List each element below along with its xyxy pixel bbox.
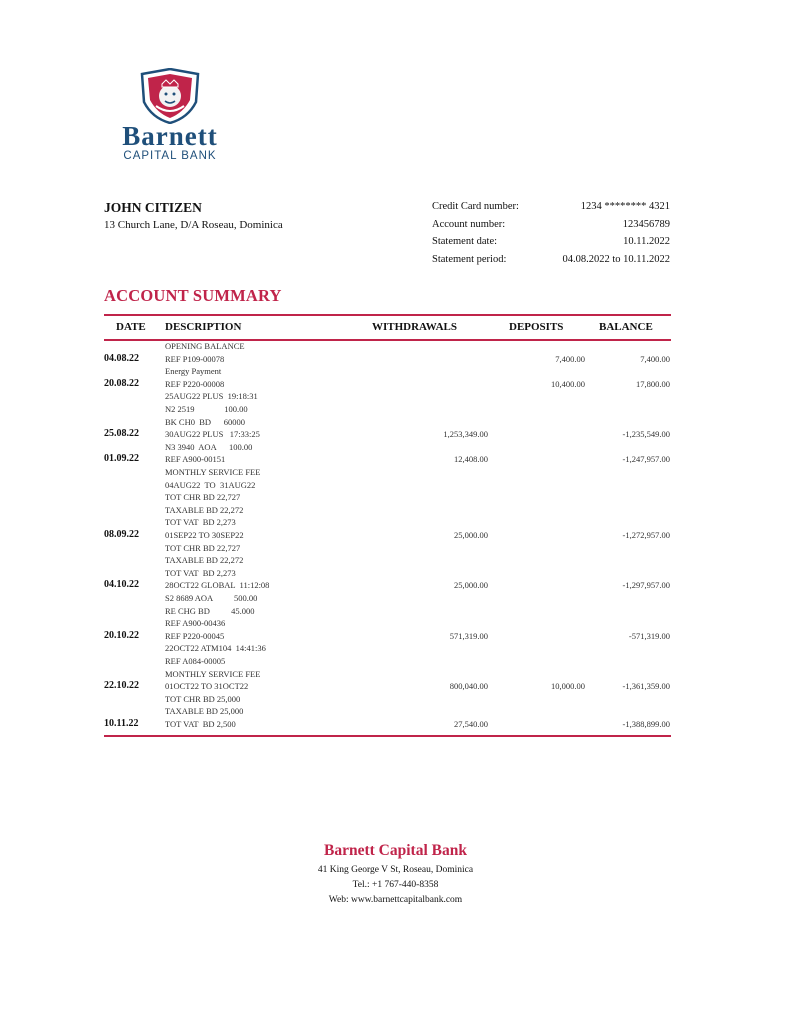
row-description-line: TOT VAT BD 2,273: [165, 517, 236, 528]
row-description-line: MONTHLY SERVICE FEE: [165, 668, 261, 679]
row-balance: -1,297,957.00: [622, 580, 670, 591]
row-date: 08.09.22: [104, 529, 139, 540]
section-title: ACCOUNT SUMMARY: [104, 286, 282, 305]
meta-label: Account number:: [432, 218, 506, 230]
row-description-line: REF A900-00436: [165, 618, 226, 629]
table-row: [104, 366, 671, 391]
meta-row: [432, 219, 670, 237]
row-description-line: MONTHLY SERVICE FEE: [165, 467, 261, 477]
row-balance: -1,361,359.00: [622, 681, 670, 692]
table-top-rule: [104, 314, 671, 316]
table-row: [104, 543, 671, 593]
row-description-line: 28OCT22 GLOBAL 11:12:08: [165, 580, 270, 591]
row-description-line: 22OCT22 ATM104 14:41:36: [165, 643, 266, 654]
row-balance: -1,388,899.00: [622, 718, 670, 729]
bank-logo: [100, 68, 245, 168]
header-description: DESCRIPTION: [165, 321, 242, 333]
row-date: 20.08.22: [104, 377, 139, 389]
row-balance: -1,235,549.00: [622, 429, 670, 440]
row-description-line: TOT VAT BD 2,273: [165, 567, 236, 578]
table-row: [104, 593, 671, 643]
row-description-line: Energy Payment: [165, 366, 222, 377]
row-balance: -1,272,957.00: [622, 530, 670, 540]
meta-label: Statement period:: [432, 253, 507, 265]
row-description-line: REF P220-00045: [165, 630, 225, 641]
header-date: DATE: [116, 321, 146, 333]
row-description-line: REF P109-00078: [165, 353, 225, 364]
row-description-line: N2 2519 100.00: [165, 403, 248, 414]
row-description-line: 30AUG22 PLUS 17:33:25: [165, 429, 260, 440]
lion-crest-icon: [138, 68, 202, 124]
table-row: [104, 442, 671, 467]
meta-value: 1234 ******** 4321: [580, 201, 670, 212]
row-description-line: REF P220-00008: [165, 378, 225, 389]
row-date: 04.10.22: [104, 579, 139, 591]
row-balance: 7,400.00: [640, 353, 670, 364]
row-withdrawal: 1,253,349.00: [443, 429, 488, 440]
statement-meta: [432, 201, 670, 271]
footer: [0, 842, 791, 905]
row-deposit: 7,400.00: [555, 353, 585, 364]
row-withdrawal: 800,040.00: [449, 681, 488, 692]
row-date: 10.11.22: [104, 717, 139, 729]
table-row: [104, 643, 671, 693]
row-description-line: TAXABLE BD 25,000: [165, 706, 244, 717]
row-deposit: 10,000.00: [551, 681, 585, 692]
row-description-line: BK CH0 BD 60000: [165, 416, 246, 427]
row-description-line: TOT VAT BD 2,500: [165, 718, 236, 729]
row-date: 25.08.22: [104, 428, 139, 440]
row-date: 01.09.22: [104, 453, 139, 465]
row-description-line: N3 3940 AOA 100.00: [165, 441, 253, 452]
table-row: [104, 391, 671, 441]
row-description-line: RE CHG BD 45.000: [165, 605, 255, 616]
row-description-line: TOT CHR BD 22,727: [165, 542, 241, 553]
row-description-line: OPENING BALANCE: [165, 341, 245, 351]
meta-row: [432, 254, 670, 272]
row-withdrawal: 25,000.00: [454, 580, 488, 591]
row-description-line: TAXABLE BD 22,272: [165, 555, 244, 566]
table-bottom-rule: [104, 735, 671, 737]
row-description-line: TAXABLE BD 22,272: [165, 504, 244, 515]
row-date: 22.10.22: [104, 680, 139, 692]
meta-label: Statement date:: [432, 236, 498, 247]
row-description-line: 01OCT22 TO 31OCT22: [165, 681, 249, 692]
row-withdrawal: 27,540.00: [454, 718, 488, 729]
table-row: [104, 341, 671, 366]
row-description-line: 25AUG22 PLUS 19:18:31: [165, 391, 258, 402]
row-description-line: REF A900-00151: [165, 454, 226, 465]
row-withdrawal: 571,319.00: [449, 630, 488, 641]
header-withdrawals: WITHDRAWALS: [372, 321, 457, 333]
row-description-line: TOT CHR BD 22,727: [165, 492, 241, 503]
customer-block: [104, 200, 283, 231]
meta-label: Credit Card number:: [432, 201, 519, 212]
meta-value: 123456789: [622, 218, 670, 230]
customer-address: 13 Church Lane, D/A Roseau, Dominica: [104, 219, 283, 231]
table-row: [104, 694, 671, 732]
table-row: [104, 467, 671, 543]
row-description-line: 04AUG22 TO 31AUG22: [165, 479, 256, 490]
meta-value: 10.11.2022: [623, 236, 670, 247]
header-deposits: DEPOSITS: [509, 321, 564, 333]
footer-bank-name: Barnett Capital Bank: [324, 842, 467, 859]
bank-logo-name: Barnett: [122, 121, 218, 151]
row-description-line: TOT CHR BD 25,000: [165, 693, 241, 704]
row-description-line: 01SEP22 TO 30SEP22: [165, 530, 244, 540]
customer-name: JOHN CITIZEN: [104, 200, 202, 215]
row-date: 04.08.22: [104, 352, 139, 364]
row-withdrawal: 25,000.00: [454, 530, 488, 540]
meta-value: 04.08.2022 to 10.11.2022: [562, 253, 670, 265]
header-balance: BALANCE: [599, 321, 653, 333]
row-description-line: REF A084-00005: [165, 655, 226, 666]
row-deposit: 10,400.00: [551, 378, 585, 389]
row-description-line: S2 8689 AOA 500.00: [165, 593, 258, 603]
row-balance: -571,319.00: [628, 630, 670, 641]
bank-logo-subtitle: CAPITAL BANK: [123, 150, 217, 162]
row-balance: 17,800.00: [636, 378, 670, 389]
row-date: 20.10.22: [104, 629, 139, 641]
meta-row: [432, 236, 670, 254]
meta-row: [432, 201, 670, 219]
footer-phone: Tel.: +1 767-440-8358: [352, 880, 439, 890]
row-withdrawal: 12,408.00: [454, 454, 488, 465]
footer-website: Web: www.barnettcapitalbank.com: [328, 895, 463, 905]
row-balance: -1,247,957.00: [622, 454, 670, 465]
footer-address: 41 King George V St, Roseau, Dominica: [317, 865, 474, 875]
